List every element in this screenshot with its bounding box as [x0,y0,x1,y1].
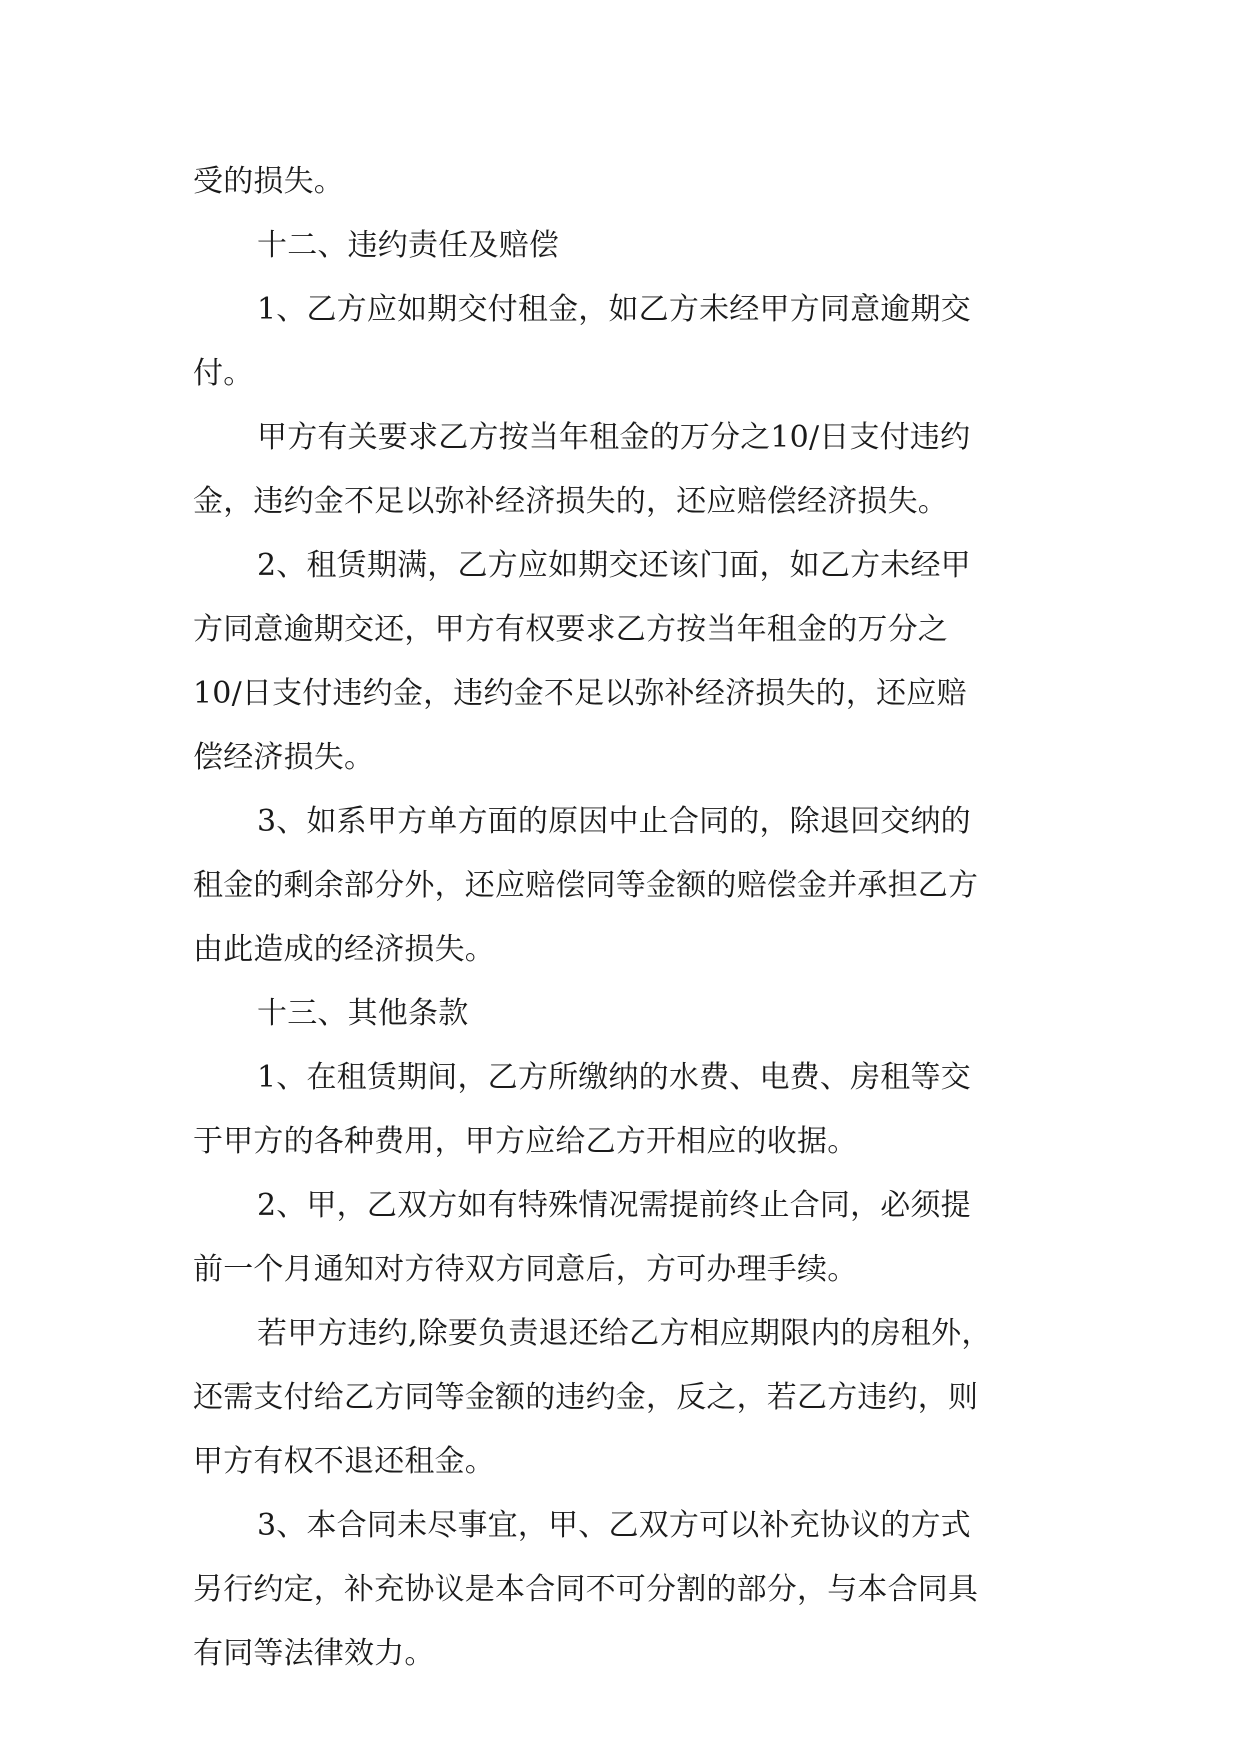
text-line: 于甲方的各种费用，甲方应给乙方开相应的收据。 [193,1124,858,1159]
section-heading: 十二、违约责任及赔偿 [257,228,559,263]
text-line: 甲方有权不退还租金。 [193,1444,495,1479]
section-heading: 十三、其他条款 [257,996,469,1031]
text-line: 由此造成的经济损失。 [193,932,495,967]
text-line: 前一个月通知对方待双方同意后，方可办理手续。 [193,1252,858,1287]
text-line: 3、本合同未尽事宜，甲、乙双方可以补充协议的方式 [257,1508,971,1543]
text-line: 若甲方违约,除要负责退还给乙方相应期限内的房租外， [257,1316,992,1351]
text-line: 有同等法律效力。 [193,1636,435,1671]
text-line: 受的损失。 [193,164,344,199]
text-line: 2、租赁期满，乙方应如期交还该门面，如乙方未经甲 [257,548,971,583]
text-line: 偿经济损失。 [193,740,375,775]
text-line: 另行约定，补充协议是本合同不可分割的部分，与本合同具 [193,1572,979,1607]
text-line: 甲方有关要求乙方按当年租金的万分之10/日支付违约 [257,420,971,455]
text-line: 10/日支付违约金，违约金不足以弥补经济损失的，还应赔 [193,676,967,711]
text-line: 还需支付给乙方同等金额的违约金，反之，若乙方违约，则 [193,1380,979,1415]
text-line: 3、如系甲方单方面的原因中止合同的，除退回交纳的 [257,804,971,839]
text-line: 方同意逾期交还，甲方有权要求乙方按当年租金的万分之 [193,612,948,647]
text-line: 2、甲，乙双方如有特殊情况需提前终止合同，必须提 [257,1188,971,1223]
document-body [193,150,1053,1686]
text-line: 金，违约金不足以弥补经济损失的，还应赔偿经济损失。 [193,484,948,519]
text-line: 1、乙方应如期交付租金，如乙方未经甲方同意逾期交 [257,292,971,327]
text-line: 1、在租赁期间，乙方所缴纳的水费、电费、房租等交 [257,1060,971,1095]
text-line: 租金的剩余部分外，还应赔偿同等金额的赔偿金并承担乙方 [193,868,979,903]
text-line: 付。 [193,356,254,391]
